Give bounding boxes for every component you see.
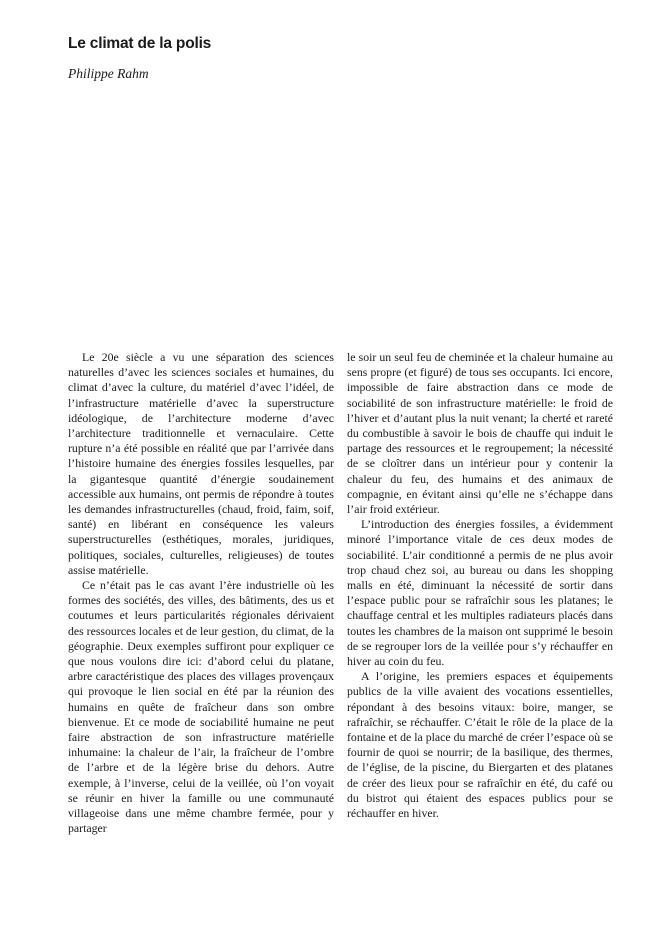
paragraph: A l’origine, les premiers espaces et équipements publics de la ville avaient des vocations essentielles, répondant à des besoins vitaux: boire, manger, se rafraîchir, se réchauffer. C’était le rôle de la place de la fontaine et de la place du marché de créer l’espace où se fournir de quoi se nourrir; de la basilique, des thermes, de l’église, de la piscine, du Biergarten et des platanes de créer des lieux pour se rafraîchir en été, du café ou du bistrot qui étaient des espaces publics pour se réchauffer en hiver.: [347, 669, 613, 821]
text-column-right: [347, 350, 613, 821]
article-author: Philippe Rahm: [68, 66, 149, 81]
paragraph: L’introduction des énergies fossiles, a évidemment minoré l’importance vitale de ces deux modes de sociabilité. L’air conditionné a permis de ne plus avoir trop chaud chez soi, au bureau ou dans les shopping malls en été, diminuant la nécessité de sortir dans l’espace public pour se rafraîchir sous les platanes; le chauffage central et les multiples radiateurs placés dans toutes les chambres de la maison ont supprimé le besoin de se regrouper lors de la veillée pour s’y réchauffer en hiver au coin du feu.: [347, 517, 613, 669]
paragraph: Le 20e siècle a vu une séparation des sciences naturelles d’avec les sciences sociales et humaines, du climat d’avec la culture, du matériel d’avec l’idéel, de l’infrastructure matérielle d’avec la superstructure idéologique, de l’architecture moderne d’avec l’architecture traditionnelle et vernaculaire. Cette rupture n’a été possible en réalité que par l’arrivée dans l’histoire humaine des énergies fossiles lesquelles, par la gigantesque quantité d’énergie soudainement accessible aux humains, ont permis de répondre à toutes les demandes infrastructurelles (chaud, froid, faim, soif, santé) en libérant en conséquence les valeurs superstructurelles (esthétiques, morales, juridiques, politiques, sociales, culturelles, religieuses) de toutes assise matérielle.: [68, 350, 334, 577]
article-title: Le climat de la polis: [68, 35, 212, 52]
paragraph-continuation: le soir un seul feu de cheminée et la chaleur humaine au sens propre (et figuré) de tous ses occupants. Ici encore, impossible de faire abstraction dans ce mode de sociabilité de son infrastructure matérielle: le froid de l’hiver et d’autant plus la nuit venant; la cherté et rareté du combustible à savoir le bois de chauffe qui induit le partage des ressources et le regroupement; la nécessité de se cloîtrer dans un intérieur pour y contenir la chaleur du feu, des humains et des animaux de compagnie, en évitant ainsi qu’elle ne s’échappe dans l’air froid extérieur.: [347, 350, 613, 517]
text-column-left: [68, 350, 334, 837]
paragraph: Ce n’était pas le cas avant l’ère industrielle où les formes des sociétés, des villes, des bâtiments, des us et coutumes et leurs particularités régionales dérivaient des ressources locales et de leur gestion, du climat, de la géographie. Deux exemples suffiront pour expliquer ce que nous voulons dire ici: d’abord celui du platane, arbre caractéristique des places des villages provençaux qui provoque le lien social en été par la réunion des humains en quête de fraîcheur dans son ombre bienvenue. Et ce mode de sociabilité humaine ne peut faire abstraction de son infrastructure matérielle inhumaine: la chaleur de l’air, la fraîcheur de l’ombre de l’arbre et de la légère brise du dehors. Autre exemple, à l’inverse, celui de la veillée, où l’on voyait se réunir en hiver la famille ou une communauté villageoise dans une même chambre fermée, pour y partager: [68, 578, 334, 836]
